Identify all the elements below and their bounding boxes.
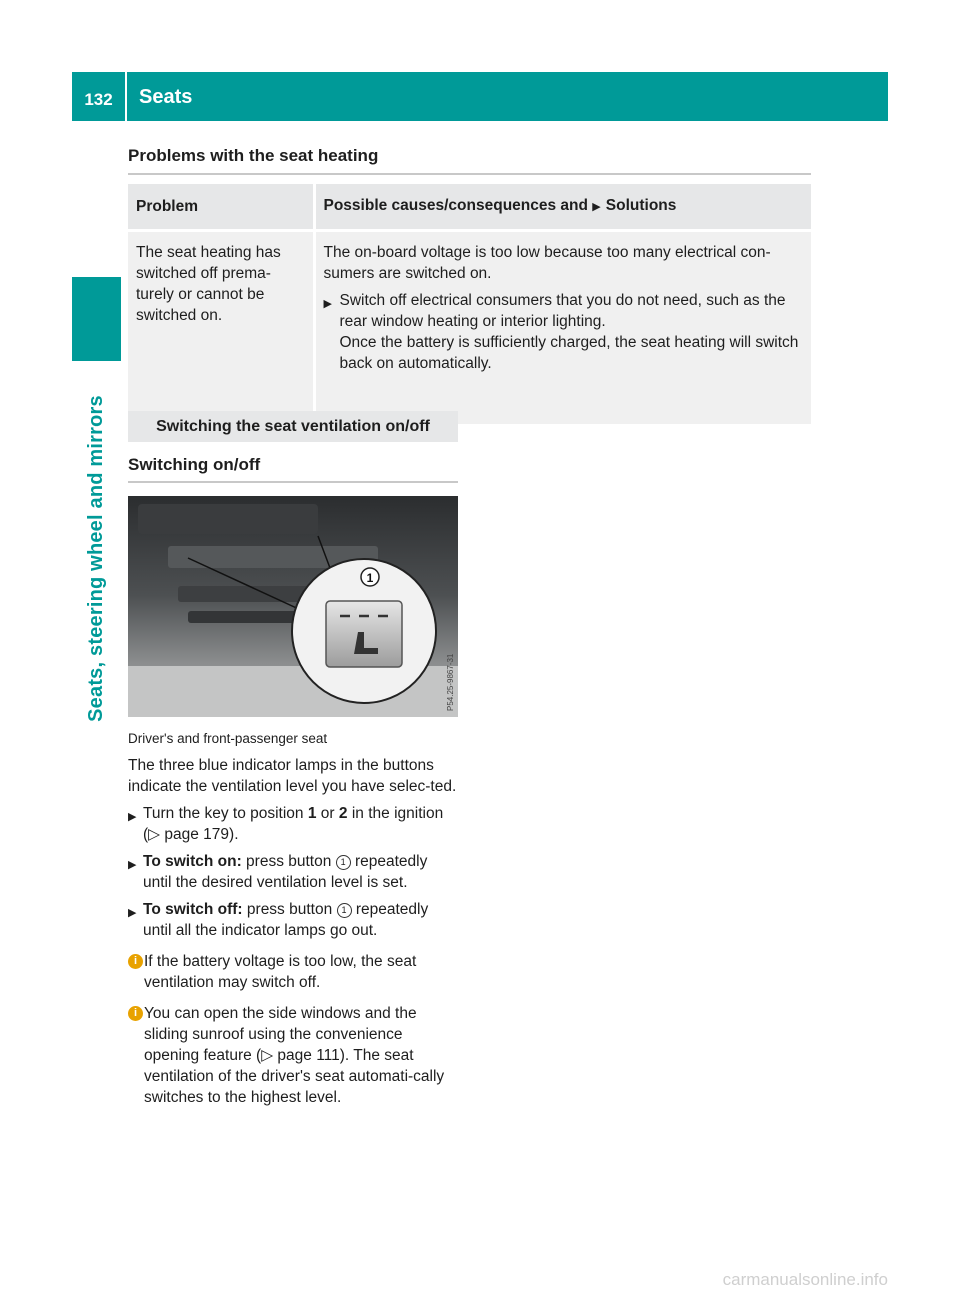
step-arrow-icon: ▶ [128, 859, 137, 871]
step-item [128, 899, 458, 941]
solution-item [324, 290, 804, 374]
step-item [128, 851, 458, 893]
ventilation-section [128, 411, 458, 1108]
page-header [72, 72, 888, 121]
section-banner: Switching the seat ventilation on/off [128, 411, 458, 442]
section-title: Problems with the seat heating [128, 146, 811, 175]
step1-ref: (▷ page 179). [143, 826, 239, 843]
step3-text-after: repeatedly until all the indicator lamps go out. [143, 901, 429, 939]
step3-bold: To switch off: [143, 901, 243, 918]
step-item [128, 803, 458, 845]
column-header-solutions-suffix: Solutions [605, 197, 677, 214]
photo-caption: Driver's and front-passenger seat [128, 731, 328, 746]
step1-prefix: Turn the key to position [143, 805, 304, 822]
step-arrow-icon: ▶ [592, 201, 601, 213]
column-header-problem: Problem [128, 184, 314, 231]
upper-panel [138, 504, 318, 534]
photo-code: P54.25-9867-31 [446, 653, 455, 711]
page-number: 132 [84, 89, 113, 109]
info-icon: i [128, 954, 143, 969]
problem-text: The seat heating has switched off prema-turely or cannot be switched on. [136, 244, 281, 324]
table-row [128, 231, 811, 425]
callout-label: 1 [366, 571, 374, 585]
info-text: If the battery voltage is too low, the seat ventilation may switch off. [144, 953, 417, 991]
solution-line-2: Once the battery is sufficiently charged, the seat heating will switch back on automatically. [339, 334, 799, 372]
side-tab [72, 362, 121, 755]
info-icon: i [128, 1006, 143, 1021]
step2-text-before: press button [246, 853, 332, 870]
step-arrow-icon: ▶ [128, 811, 137, 823]
subheading: Switching on/off [128, 454, 458, 483]
problem-table [128, 184, 811, 424]
column-header-solutions [314, 184, 811, 231]
info-note [128, 1003, 458, 1108]
side-tab-label: Seats, steering wheel and mirrors [85, 395, 107, 722]
problem-cell [128, 231, 314, 425]
watermark: carmanualsonline.info [722, 1270, 888, 1289]
solution-line-1: Switch off electrical consumers that you do not need, such as the rear window heating or interior lighting. [339, 292, 786, 330]
step1-suffix: in the ignition [351, 805, 444, 822]
table-header-row [128, 184, 811, 231]
side-marker [72, 277, 121, 361]
chapter-title: Seats [139, 86, 193, 108]
step3-text-before: press button [246, 901, 333, 918]
info-text: You can open the side windows and the sliding sunroof using the convenience opening feature (▷ page 111). The seat ventilation of the driver's seat automati-cally switches to the highest level. [144, 1005, 445, 1106]
solution-cell [314, 231, 811, 425]
callout-1-icon: 1 [336, 855, 351, 870]
step2-bold: To switch on: [143, 853, 242, 870]
column-header-solutions-prefix: Possible causes/consequences and [323, 197, 588, 214]
callout-1-icon: 1 [337, 903, 352, 918]
info-note [128, 951, 458, 993]
intro-text: The three blue indicator lamps in the buttons indicate the ventilation level you have selec-ted. [128, 757, 457, 795]
seat-ventilation-photo [128, 496, 458, 717]
step2-text-after: repeatedly until the desired ventilation level is set. [143, 853, 428, 891]
step1-pos1: 1 [307, 805, 317, 822]
step1-pos2: 2 [338, 805, 348, 822]
step-arrow-icon: ▶ [128, 907, 137, 919]
step1-or: or [320, 805, 335, 822]
step-arrow-icon: ▶ [323, 298, 332, 310]
cause-text: The on-board voltage is too low because too many electrical con-sumers are switched on. [323, 244, 771, 282]
